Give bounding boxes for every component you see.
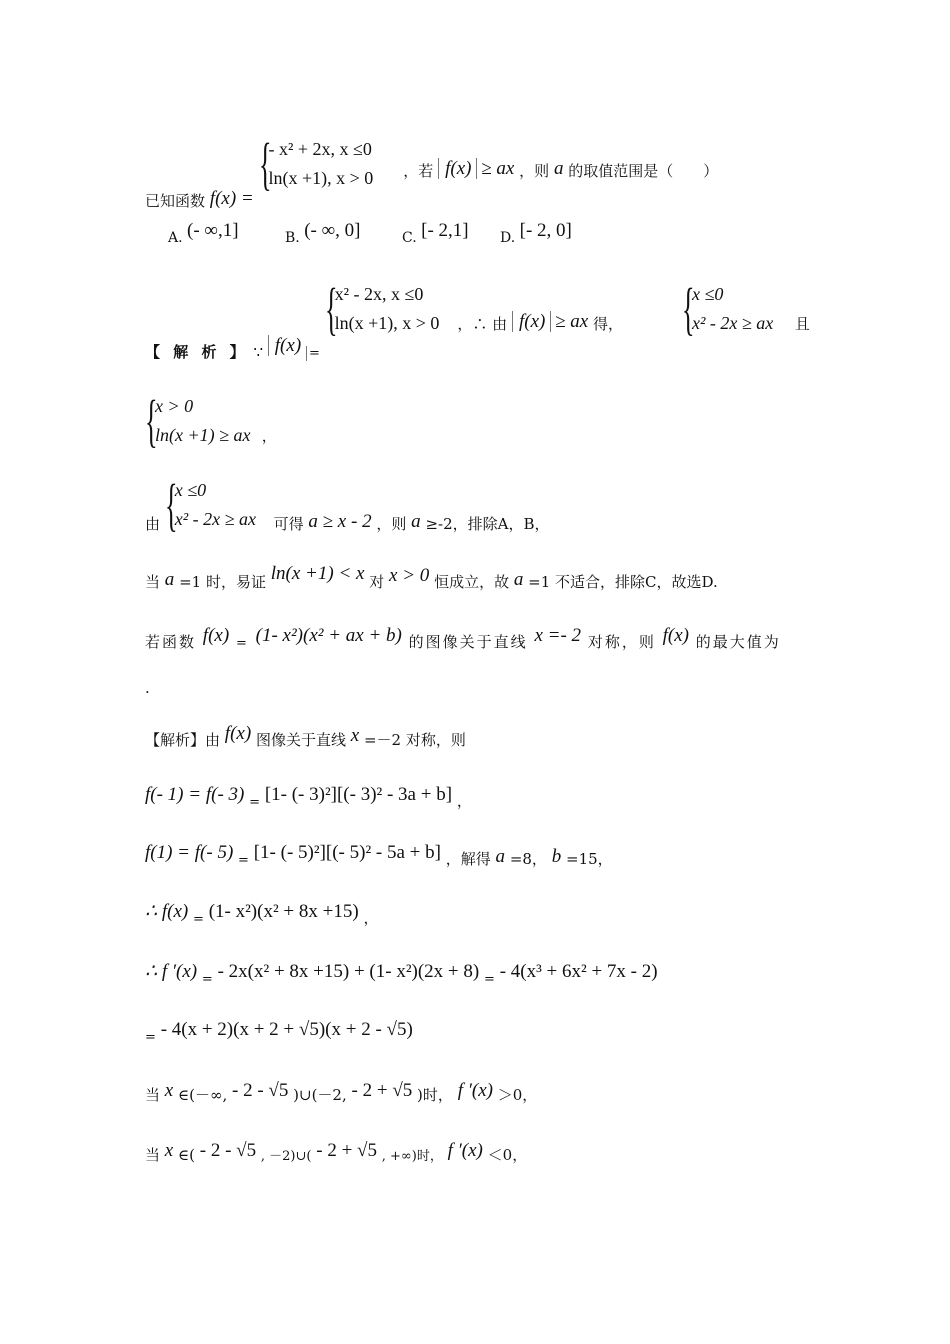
q2-answer-blank: .: [145, 679, 150, 697]
option-a[interactable]: A. (- ∞,1]: [168, 220, 239, 246]
sol2-line1: 【解析】由 f(x) 图像关于直线 x =－2 对称，则: [145, 723, 466, 749]
sol1-system2: { x > 0 ln(x +1) ≥ ax ，: [145, 388, 277, 453]
option-c[interactable]: C. [- 2,1]: [402, 220, 469, 246]
sol2-eq4: ∴ f ′(x) = - 2x(x² + 8x +15) + (1- x²)(2x + 8) = - 4(x³ + 6x² + 7x - 2): [145, 961, 658, 987]
option-d[interactable]: D. [- 2, 0]: [500, 220, 572, 246]
sol1-line4: 当 a =1 时，易证 ln(x +1) < x 对 x > 0 恒成立，故 a =1 不适合，排除C，故选D.: [145, 563, 718, 591]
q1-piecewise: { - x² + 2x, x ≤0 ln(x +1), x > 0: [258, 131, 374, 196]
option-b[interactable]: B. (- ∞, 0]: [285, 220, 361, 246]
sol1-piecewise: { x² - 2x, x ≤0 ln(x +1), x > 0: [324, 276, 440, 341]
q1-stem: 已知函数 f(x) = { - x² + 2x, x ≤0 ln(x +1), x > 0 ，若 f(x) ≥ ax ，则 a 的取值范围是（ ）: [145, 131, 719, 210]
q2-stem: 若函数 f(x) = (1- x²)(x² + ax + b) 的图像关于直线 x =- 2 对称，则 f(x) 的最大值为: [145, 625, 781, 651]
sol2-eq3: ∴ f(x) = (1- x²)(x² + 8x +15) ，: [145, 901, 379, 927]
sol2-eq5: = - 4(x + 2)(x + 2 + √5)(x + 2 - √5): [145, 1019, 413, 1045]
sol2-interval-increasing: 当 x ∈(－∞, - 2 - √5 )∪(－2, - 2 + √5 )时， f ′(x) ＞0，: [145, 1080, 538, 1104]
sol2-eq2: f(1) = f(- 5) = [1- (- 5)²][(- 5)² - 5a + b] ，解得 a =8， b =15，: [145, 842, 613, 868]
sol1-system1: { x ≤0 x² - 2x ≥ ax 且: [682, 276, 810, 341]
sol1-line3: 由 { x ≤0 x² - 2x ≥ ax 可得 a ≥ x - 2 ，则 a ≥-2，排除A，B，: [145, 472, 550, 537]
sol2-eq1: f(- 1) = f(- 3) = [1- (- 3)²][(- 3)² - 3a + b] ，: [145, 784, 472, 810]
sol2-interval-decreasing: 当 x ∈( - 2 - √5 , －2)∪( - 2 + √5 , +∞)时， f ′(x) ＜0，: [145, 1140, 528, 1164]
sol1-line1: 【 解 析 】 ∵ f(x) = { x² - 2x, x ≤0 ln(x +1), x > 0 ，∴ 由 f(x) ≥ ax 得，: [145, 276, 624, 361]
